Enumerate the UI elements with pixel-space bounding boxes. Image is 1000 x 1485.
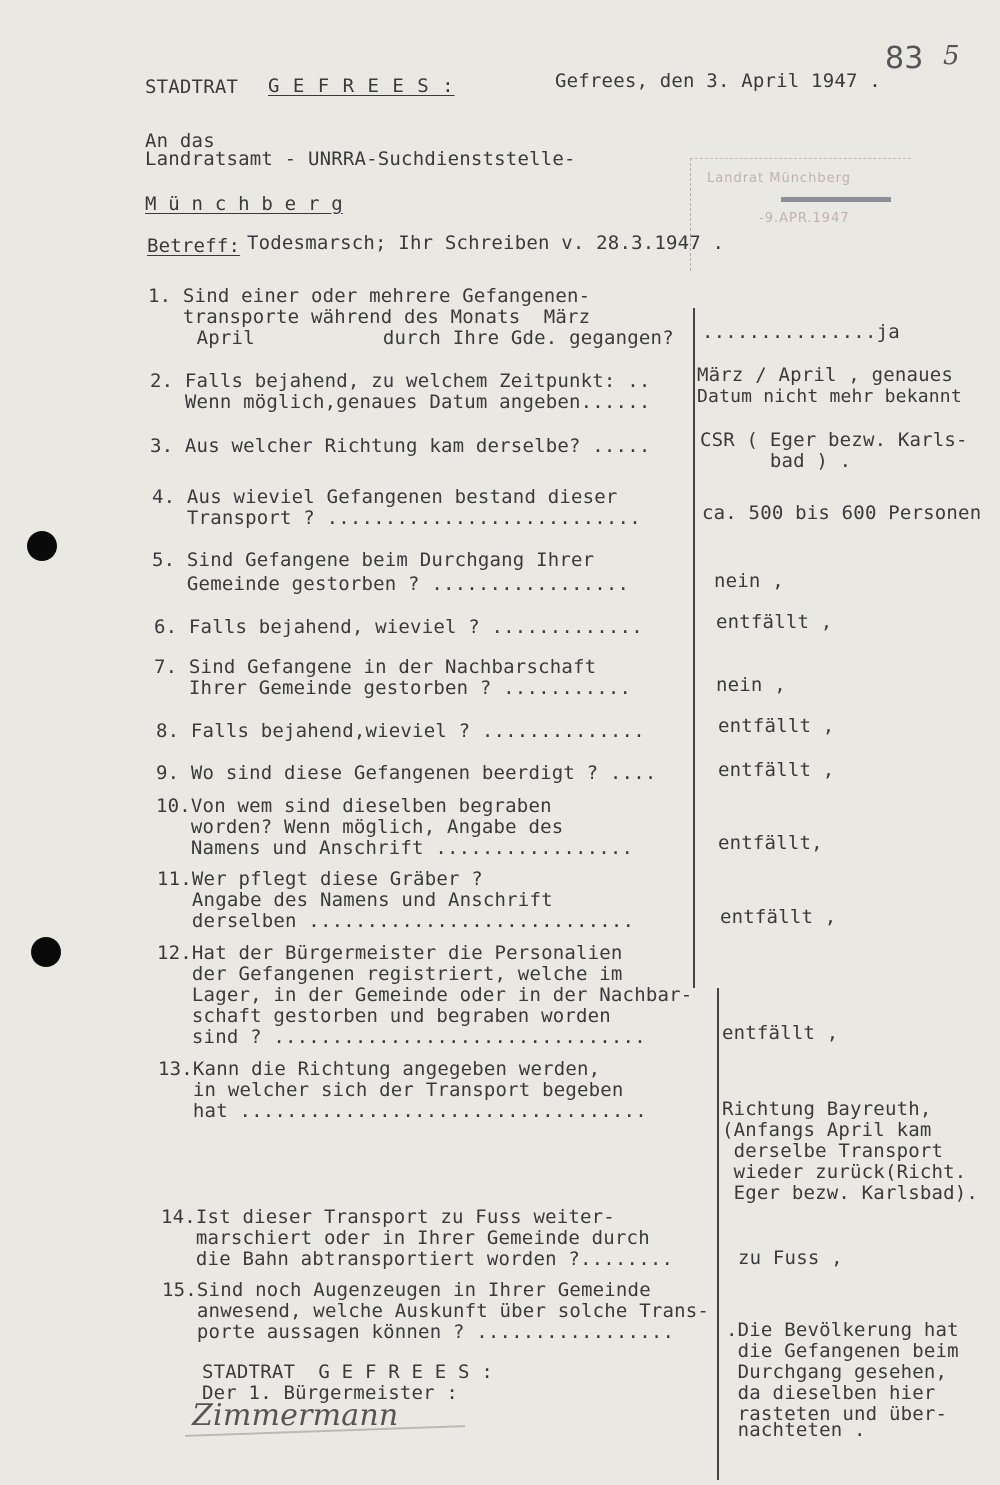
question-14-line-1: 14.Ist dieser Transport zu Fuss weiter- (161, 1206, 615, 1228)
closing-title: Der 1. Bürgermeister : (202, 1382, 459, 1404)
question-12-line-5: sind ? ................................ (157, 1026, 646, 1048)
question-7-line-2: Ihrer Gemeinde gestorben ? ........... (154, 677, 632, 699)
answer-14: zu Fuss , (738, 1247, 843, 1269)
answer-13-line-2: (Anfangs April kam (722, 1119, 932, 1141)
answer-column-line-upper (693, 308, 695, 988)
answer-15-line-5: rasteten und über- (726, 1403, 948, 1425)
question-15-line-1: 15.Sind noch Augenzeugen in Ihrer Gemeinde (162, 1279, 651, 1301)
answer-10: entfällt, (718, 832, 823, 854)
answer-6: entfällt , (716, 611, 833, 633)
question-3: 3. Aus welcher Richtung kam derselbe? ..... (150, 435, 651, 457)
sender-place: G E F R E E S : (268, 75, 455, 97)
question-9: 9. Wo sind diese Gefangenen beerdigt ? .... (156, 762, 657, 784)
question-15-line-2: anwesend, welche Auskunft über solche Trans- (162, 1300, 710, 1322)
answer-13-line-3: derselbe Transport (722, 1140, 944, 1162)
answer-5: nein , (714, 570, 784, 592)
answer-13-line-1: Richtung Bayreuth, (722, 1098, 932, 1120)
answer-15-line-4: da dieselben hier (726, 1382, 936, 1404)
answer-3-line-2: bad ) . (700, 450, 852, 472)
question-11-line-1: 11.Wer pflegt diese Gräber ? (157, 868, 483, 890)
answer-15-line-3: Durchgang gesehen, (726, 1361, 948, 1383)
question-14-line-3: die Bahn abtransportiert worden ?........ (161, 1248, 674, 1270)
answer-1: ...............ja (702, 321, 900, 343)
sender-label: STADTRAT (145, 76, 239, 98)
archive-mark: 5 (943, 41, 960, 71)
received-stamp (690, 158, 911, 271)
question-5-line-2: Gemeinde gestorben ? ................. (152, 573, 630, 595)
answer-2-line-1: März / April , genaues (697, 364, 954, 386)
stamp-line-1: Landrat Münchberg (707, 171, 851, 186)
question-12-line-3: Lager, in der Gemeinde oder in der Nachbar- (157, 984, 693, 1006)
question-4-line-2: Transport ? ........................... (152, 507, 641, 529)
question-10-line-2: worden? Wenn möglich, Angabe des (156, 816, 564, 838)
address-line-1: An das (145, 130, 215, 152)
question-4-line-1: 4. Aus wieviel Gefangenen bestand dieser (152, 486, 618, 508)
answer-8: entfällt , (718, 715, 835, 737)
punch-hole-bottom (31, 937, 61, 967)
question-13-line-3: hat ................................... (158, 1100, 647, 1122)
question-1-line-3: April durch Ihre Gde. gegangen? (185, 327, 674, 349)
question-13-line-1: 13.Kann die Richtung angegeben werden, (158, 1058, 601, 1080)
place-date: Gefrees, den 3. April 1947 . (555, 70, 881, 92)
stamp-line-2: -9.APR.1947 (759, 211, 850, 226)
question-12-line-1: 12.Hat der Bürgermeister die Personalien (157, 942, 623, 964)
answer-13-line-4: wieder zurück(Richt. (722, 1161, 967, 1183)
question-11-line-3: derselben ............................ (157, 910, 635, 932)
answer-3-line-1: CSR ( Eger bezw. Karls- (700, 429, 968, 451)
subject-text: Todesmarsch; Ihr Schreiben v. 28.3.1947 . (247, 232, 725, 254)
answer-12: entfällt , (722, 1022, 839, 1044)
address-line-2: Landratsamt - UNRRA-Suchdienststelle- (145, 148, 576, 170)
question-12-line-4: schaft gestorben und begraben worden (157, 1005, 611, 1027)
punch-hole-top (27, 531, 57, 561)
question-12-line-2: der Gefangenen registriert, welche im (157, 963, 623, 985)
closing-office: STADTRAT G E F R E E S : (202, 1361, 493, 1383)
answer-15-line-2: die Gefangenen beim (726, 1340, 959, 1362)
question-11-line-2: Angabe des Namens und Anschrift (157, 889, 553, 911)
question-6: 6. Falls bejahend, wieviel ? ............. (154, 616, 643, 638)
question-1-line-1: 1. Sind einer oder mehrere Gefangenen- (148, 285, 591, 307)
answer-7: nein , (716, 674, 786, 696)
address-city: M ü n c h b e r g (145, 193, 343, 215)
question-14-line-2: marschiert oder in Ihrer Gemeinde durch (161, 1227, 650, 1249)
question-1-line-2: transporte während des Monats März (148, 306, 591, 328)
answer-15-line-6: nachteten . (726, 1419, 866, 1441)
stamp-bar (781, 197, 891, 202)
answer-column-line-lower (717, 988, 719, 1480)
question-5-line-1: 5. Sind Gefangene beim Durchgang Ihrer (152, 549, 595, 571)
question-2-line-2: Wenn möglich,genaues Datum angeben...... (150, 391, 651, 413)
question-13-line-2: in welcher sich der Transport begeben (158, 1079, 624, 1101)
answer-4: ca. 500 bis 600 Personen (702, 502, 982, 524)
answer-11: entfällt , (720, 906, 837, 928)
question-15-line-3: porte aussagen können ? ................. (162, 1321, 675, 1343)
question-10-line-1: 10.Von wem sind dieselben begraben (156, 795, 552, 817)
answer-15-line-1: .Die Bevölkerung hat (726, 1319, 959, 1341)
answer-13-line-5: Eger bezw. Karlsbad). (722, 1182, 979, 1204)
subject-label: Betreff: (147, 235, 241, 257)
answer-9: entfällt , (718, 759, 835, 781)
answer-2-line-2: Datum nicht mehr bekannt (697, 386, 962, 407)
question-8: 8. Falls bejahend,wieviel ? .............. (156, 720, 645, 742)
signature: Zimmermann (192, 1398, 399, 1433)
archive-number: 83 (885, 41, 924, 76)
question-2-line-1: 2. Falls bejahend, zu welchem Zeitpunkt: .. (150, 370, 651, 392)
question-7-line-1: 7. Sind Gefangene in der Nachbarschaft (154, 656, 597, 678)
question-10-line-3: Namens und Anschrift ................. (156, 837, 634, 859)
